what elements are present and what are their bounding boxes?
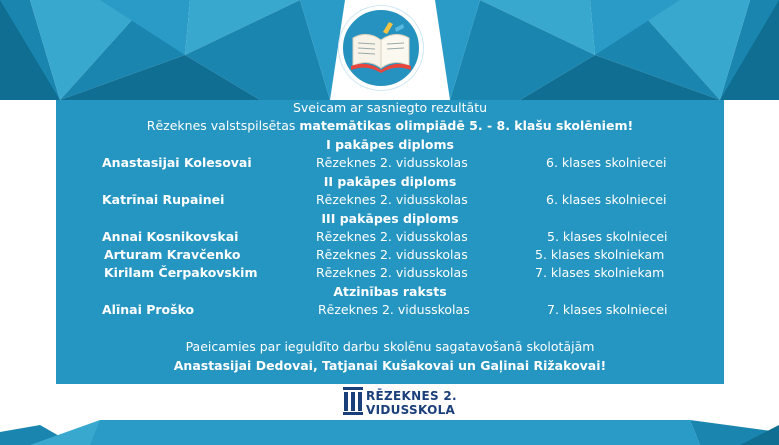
school-name: Rēzeknes 2. vidusskolas (316, 155, 468, 170)
section-title: II pakāpes diploms (323, 174, 457, 189)
school-name: Rēzeknes 2. vidusskolas (318, 302, 470, 317)
school-name: Rēzeknes 2. vidusskolas (316, 192, 468, 207)
open-book-icon (343, 10, 419, 86)
subtitle-line (56, 117, 724, 135)
table-row (56, 154, 724, 172)
table-row (56, 246, 724, 264)
table-row (56, 191, 724, 209)
student-name: Kirilam Čerpakovskim (104, 265, 258, 280)
section-title: I pakāpes diploms (326, 137, 454, 152)
grade-label: 7. klases skolniecei (547, 302, 668, 317)
grade-label: 5. klases skolniecei (547, 229, 668, 244)
student-name: Arturam Kravčenko (104, 247, 241, 262)
school-name: Rēzeknes 2. vidusskolas (316, 247, 468, 262)
student-name: Alīnai Proško (102, 302, 195, 317)
grade-label: 7. klases skolniekam (535, 265, 665, 280)
logo-line-2: VIDUSSKOLA (366, 403, 456, 417)
table-row (56, 228, 724, 246)
school-columns-icon (343, 387, 363, 415)
grade-label: 5. klases skolniekam (535, 247, 665, 262)
subtitle-prefix: Rēzeknes valstspilsētas (146, 118, 300, 133)
section-title: Atzinības raksts (333, 284, 447, 299)
table-row (56, 301, 724, 319)
teachers-line: Anastasijai Dedovai, Tatjanai Kušakovai un Gaļinai Rižakovai! (173, 358, 607, 373)
thanks-line: Paeicamies par ieguldīto darbu skolēnu sagatavošanā skolotājām (185, 339, 595, 354)
subtitle-highlight: matemātikas olimpiādē 5. - 8. klašu skolēniem! (299, 118, 634, 133)
section-title: III pakāpes diploms (321, 211, 459, 226)
grade-label: 6. klases skolniecei (546, 192, 667, 207)
student-name: Katrīnai Rupainei (102, 192, 225, 207)
student-name: Anastasijai Kolesovai (102, 155, 252, 170)
greeting-line (56, 99, 724, 117)
school-name: Rēzeknes 2. vidusskolas (316, 265, 468, 280)
school-logo-text (366, 389, 457, 417)
logo-line-1: RĒZEKNES 2. (366, 389, 457, 403)
student-name: Annai Kosnikovskai (102, 229, 239, 244)
table-row (56, 264, 724, 282)
greeting-text: Sveicam ar sasniegto rezultātu (292, 100, 488, 115)
grade-label: 6. klases skolniecei (546, 155, 667, 170)
school-name: Rēzeknes 2. vidusskolas (316, 229, 468, 244)
book-logo (339, 6, 423, 90)
